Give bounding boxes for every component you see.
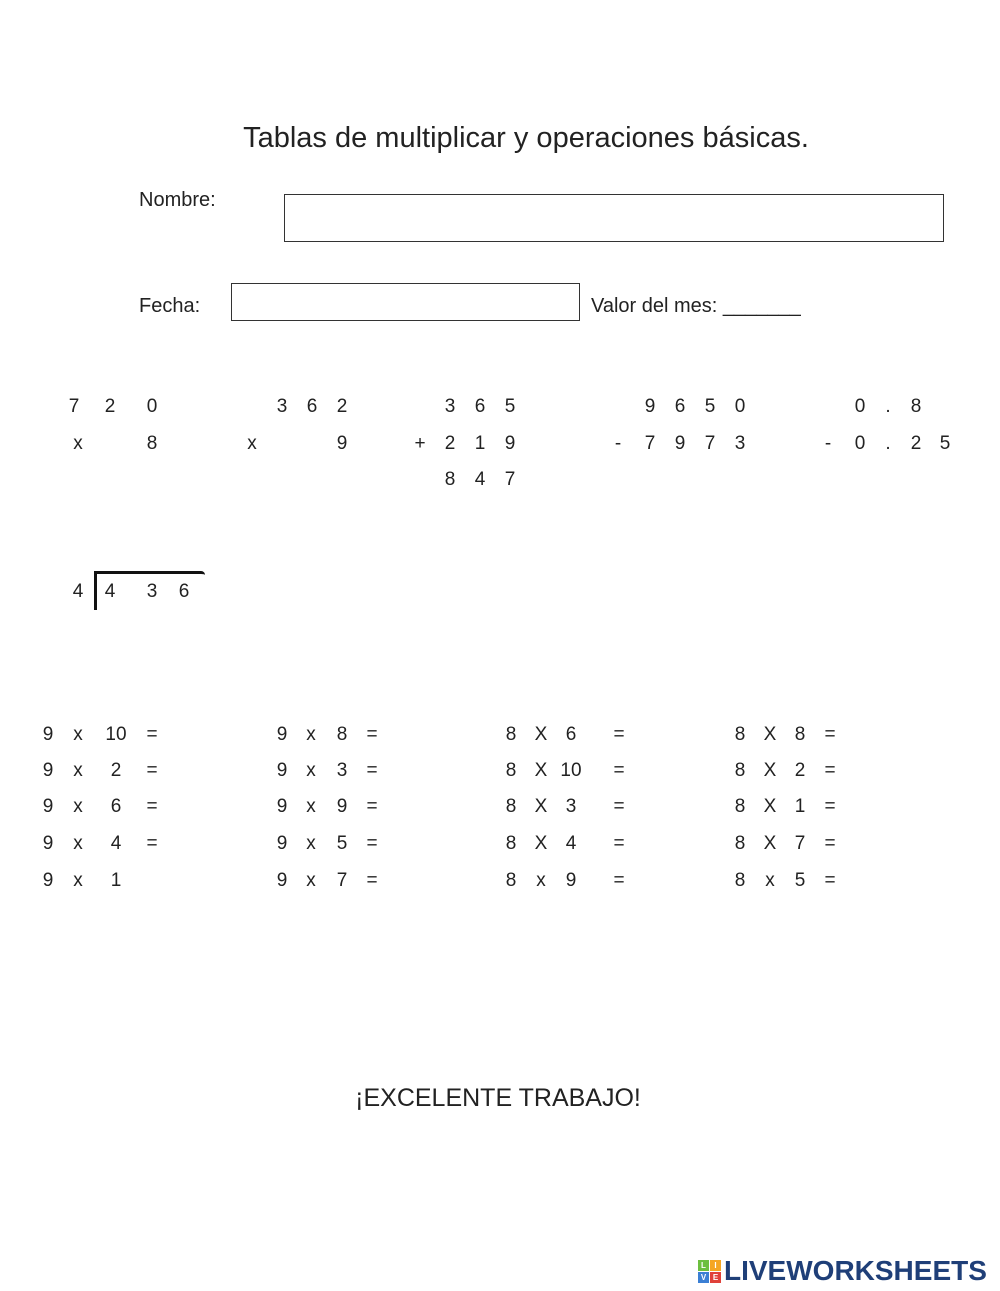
- operation-4-digit: 7: [644, 433, 656, 454]
- operation-5-digit: .: [885, 396, 891, 417]
- table-3-item: X: [534, 724, 548, 745]
- operation-5-digit: -: [824, 433, 832, 454]
- table-1-item: x: [73, 724, 83, 745]
- table-2-item: x: [306, 724, 316, 745]
- operation-3-digit: +: [414, 433, 426, 454]
- table-3-item: =: [613, 870, 625, 891]
- table-1-item: x: [73, 833, 83, 854]
- operation-5-digit: 2: [910, 433, 922, 454]
- operation-5-digit: 5: [939, 433, 951, 454]
- table-3-item: 8: [505, 724, 517, 745]
- table-2-item: 9: [336, 796, 348, 817]
- table-4-item: 5: [794, 870, 806, 891]
- table-3-item: X: [534, 796, 548, 817]
- operation-4-digit: 6: [674, 396, 686, 417]
- logo-letter-tile: I: [710, 1260, 721, 1271]
- table-1-item: =: [146, 760, 158, 781]
- table-4-item: X: [763, 833, 777, 854]
- table-1-item: x: [73, 760, 83, 781]
- operation-3-digit: 9: [504, 433, 516, 454]
- month-value-label: Valor del mes: _______: [591, 295, 801, 317]
- table-3-item: 9: [565, 870, 577, 891]
- table-1-item: 9: [42, 760, 54, 781]
- dividend-digit: 3: [146, 581, 158, 602]
- operation-2-digit: 3: [276, 396, 288, 417]
- table-2-item: 9: [276, 833, 288, 854]
- table-2-item: x: [306, 870, 316, 891]
- table-4-item: 1: [794, 796, 806, 817]
- operation-3-digit: 7: [504, 469, 516, 490]
- table-1-item: x: [73, 796, 83, 817]
- table-4-item: =: [824, 760, 836, 781]
- logo-icon: [698, 1260, 721, 1283]
- table-2-item: 7: [336, 870, 348, 891]
- divisor: 4: [72, 581, 84, 602]
- operation-2-digit: 6: [306, 396, 318, 417]
- table-1-item: 4: [110, 833, 122, 854]
- table-2-item: x: [306, 760, 316, 781]
- table-3-item: X: [534, 833, 548, 854]
- logo-letter-tile: L: [698, 1260, 709, 1271]
- table-4-item: 8: [734, 760, 746, 781]
- table-4-item: 8: [794, 724, 806, 745]
- table-2-item: 9: [276, 760, 288, 781]
- date-label: Fecha:: [139, 295, 201, 317]
- table-3-item: =: [613, 833, 625, 854]
- table-4-item: 7: [794, 833, 806, 854]
- table-2-item: =: [366, 870, 378, 891]
- operation-4-digit: -: [614, 433, 622, 454]
- table-1-item: =: [146, 724, 158, 745]
- table-1-item: x: [73, 870, 83, 891]
- operation-2-digit: x: [247, 433, 257, 454]
- table-2-item: x: [306, 796, 316, 817]
- table-3-item: 8: [505, 833, 517, 854]
- table-2-item: =: [366, 796, 378, 817]
- table-1-item: 6: [110, 796, 122, 817]
- operation-4-digit: 0: [734, 396, 746, 417]
- table-4-item: =: [824, 833, 836, 854]
- operation-3-digit: 1: [474, 433, 486, 454]
- table-4-item: 2: [794, 760, 806, 781]
- table-3-item: x: [536, 870, 546, 891]
- operation-5-digit: 8: [910, 396, 922, 417]
- operation-5-digit: .: [885, 433, 891, 454]
- table-2-item: x: [306, 833, 316, 854]
- table-2-item: 9: [276, 724, 288, 745]
- operation-5-digit: 0: [854, 433, 866, 454]
- operation-1-digit: 8: [146, 433, 158, 454]
- operation-2-digit: 2: [336, 396, 348, 417]
- table-4-item: X: [763, 796, 777, 817]
- table-3-item: 10: [560, 760, 582, 781]
- table-2-item: 5: [336, 833, 348, 854]
- operation-1-digit: 2: [104, 396, 116, 417]
- table-4-item: 8: [734, 724, 746, 745]
- table-3-item: X: [534, 760, 548, 781]
- operation-4-digit: 9: [644, 396, 656, 417]
- logo-text: LIVEWORKSHEETS: [724, 1255, 987, 1286]
- operation-1-digit: 0: [146, 396, 158, 417]
- name-label: Nombre:: [139, 189, 216, 211]
- operation-3-digit: 3: [444, 396, 456, 417]
- table-1-item: 10: [105, 724, 127, 745]
- table-2-item: =: [366, 833, 378, 854]
- table-3-item: 8: [505, 870, 517, 891]
- dividend-digit: 6: [178, 581, 190, 602]
- operation-2-digit: 9: [336, 433, 348, 454]
- table-1-item: =: [146, 796, 158, 817]
- table-3-item: 8: [505, 760, 517, 781]
- name-input[interactable]: [284, 194, 944, 242]
- logo-letter-tile: E: [710, 1272, 721, 1283]
- table-4-item: 8: [734, 833, 746, 854]
- table-1-item: 9: [42, 724, 54, 745]
- table-4-item: X: [763, 724, 777, 745]
- table-4-item: =: [824, 796, 836, 817]
- operation-5-digit: 0: [854, 396, 866, 417]
- table-1-item: 1: [110, 870, 122, 891]
- footer-message: ¡EXCELENTE TRABAJO!: [355, 1084, 641, 1112]
- table-2-item: =: [366, 724, 378, 745]
- operation-4-digit: 7: [704, 433, 716, 454]
- table-2-item: 9: [276, 870, 288, 891]
- liveworksheets-logo: [698, 1255, 987, 1287]
- table-3-item: 3: [565, 796, 577, 817]
- table-2-item: 3: [336, 760, 348, 781]
- table-2-item: 9: [276, 796, 288, 817]
- operation-3-digit: 4: [474, 469, 486, 490]
- table-3-item: 4: [565, 833, 577, 854]
- dividend-digit: 4: [104, 581, 116, 602]
- operation-3-digit: 2: [444, 433, 456, 454]
- table-3-item: =: [613, 796, 625, 817]
- operation-3-digit: 5: [504, 396, 516, 417]
- operation-1-digit: 7: [68, 396, 80, 417]
- table-4-item: x: [765, 870, 775, 891]
- operation-4-digit: 5: [704, 396, 716, 417]
- table-3-item: 8: [505, 796, 517, 817]
- table-1-item: 9: [42, 796, 54, 817]
- table-1-item: 2: [110, 760, 122, 781]
- operation-4-digit: 9: [674, 433, 686, 454]
- table-4-item: 8: [734, 870, 746, 891]
- table-2-item: =: [366, 760, 378, 781]
- logo-letter-tile: V: [698, 1272, 709, 1283]
- table-4-item: =: [824, 724, 836, 745]
- table-4-item: 8: [734, 796, 746, 817]
- operation-1-digit: x: [73, 433, 83, 454]
- table-1-item: 9: [42, 870, 54, 891]
- table-3-item: 6: [565, 724, 577, 745]
- table-3-item: =: [613, 724, 625, 745]
- table-1-item: 9: [42, 833, 54, 854]
- table-1-item: =: [146, 833, 158, 854]
- date-input[interactable]: [231, 283, 580, 321]
- page-title: Tablas de multiplicar y operaciones básicas.: [243, 122, 809, 154]
- operation-4-digit: 3: [734, 433, 746, 454]
- table-3-item: =: [613, 760, 625, 781]
- table-2-item: 8: [336, 724, 348, 745]
- table-4-item: =: [824, 870, 836, 891]
- operation-3-digit: 8: [444, 469, 456, 490]
- table-4-item: X: [763, 760, 777, 781]
- operation-3-digit: 6: [474, 396, 486, 417]
